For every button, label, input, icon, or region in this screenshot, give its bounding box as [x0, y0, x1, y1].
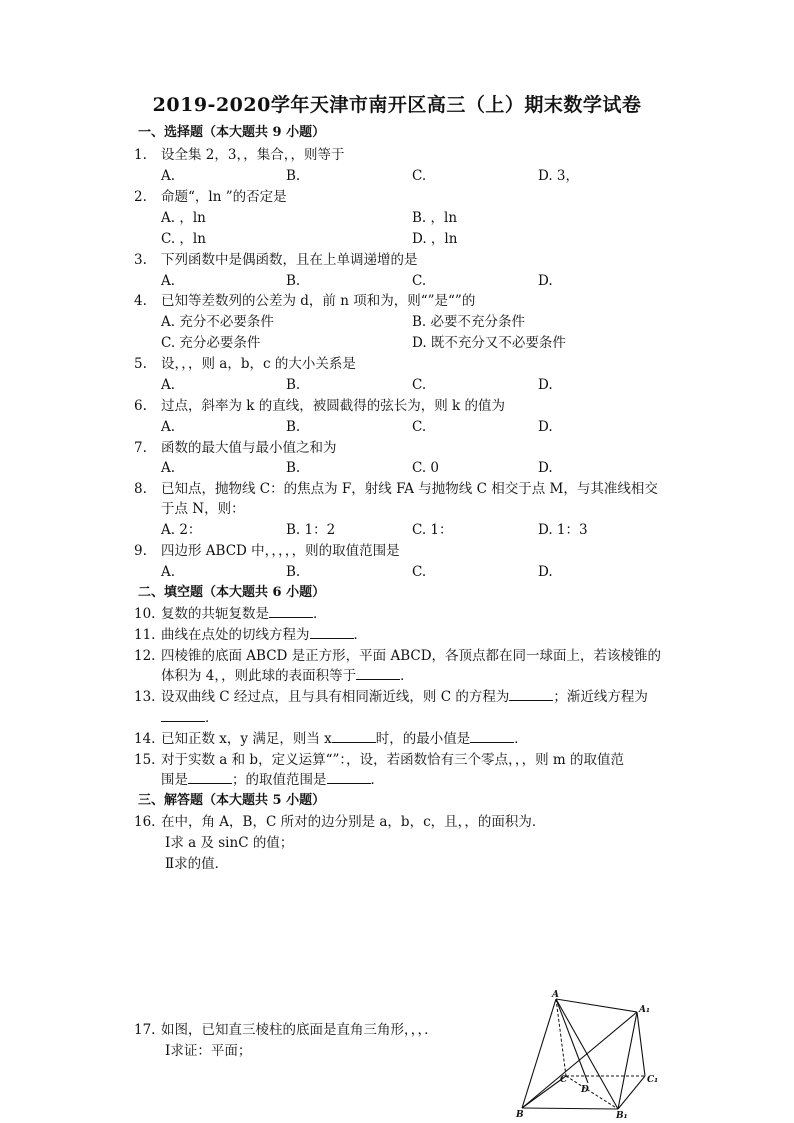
question-stem: 围是: [161, 772, 188, 788]
option-b: B.: [286, 460, 301, 476]
answer-blank: [310, 626, 354, 639]
question-end: ．: [514, 731, 528, 747]
question-end: ．: [313, 606, 327, 622]
option-c: C. 0: [412, 460, 440, 476]
answer-blank: [269, 605, 313, 618]
question-text: 四边形 ABCD 中，，，，，则的取值范围是: [161, 543, 400, 559]
option-a: A. ，ln: [161, 210, 206, 226]
question-text: [161, 605, 327, 623]
edge-b1-c1: [618, 1076, 645, 1109]
question-text: 下列函数中是偶函数，且在上单调递增的是: [161, 252, 418, 268]
question-text-cont: [161, 709, 219, 727]
question-text: 对于实数 a 和 b，定义运算“”：，设，若函数恰有三个零点，，，则 m 的取值范: [161, 752, 625, 768]
question-text: 设全集 2，3，，集合，，则等于: [161, 147, 345, 163]
question-end: ．: [353, 627, 367, 643]
question-number: 8.: [134, 481, 147, 497]
answer-blank: [356, 667, 400, 680]
label-b: B: [516, 1110, 524, 1120]
option-c: C.: [412, 377, 427, 393]
option-b: B.: [286, 564, 301, 580]
question-number: 17.: [134, 1022, 156, 1038]
option-b: B.: [286, 377, 301, 393]
option-a: A.: [161, 377, 176, 393]
exam-title: 2019-2020学年天津市南开区高三（上）期末数学试卷: [152, 94, 642, 116]
option-d: D. 既不充分又不必要条件: [412, 335, 566, 351]
option-b: B.: [286, 419, 301, 435]
option-a: A.: [161, 460, 176, 476]
label-a1: A₁: [639, 1005, 650, 1015]
option-a: A. 2：: [161, 522, 202, 538]
question-text: [161, 730, 528, 748]
question-text: 四棱锥的底面 ABCD 是正方形，平面 ABCD，各顶点都在同一球面上，若该棱锥的: [161, 648, 662, 664]
option-b: B. 必要不充分条件: [412, 314, 526, 330]
answer-blank: [470, 730, 514, 743]
sub-question-1: Ⅰ求证：平面；: [165, 1043, 252, 1059]
option-a: A.: [161, 273, 176, 289]
question-text-cont: [161, 771, 384, 789]
question-number: 16.: [134, 814, 156, 830]
question-text: 已知点，抛物线 C：的焦点为 F，射线 FA 与抛物线 C 相交于点 M，与其准线相交: [161, 481, 658, 497]
question-text: 设，，，则 a，b，c 的大小关系是: [161, 356, 356, 372]
hidden-edge-a-c: [556, 999, 566, 1076]
answer-blank: [188, 771, 232, 784]
question-number: 1.: [134, 147, 147, 163]
option-d: D. 1：3: [538, 522, 588, 538]
question-text: [161, 626, 367, 644]
edge-b-b1: [522, 1108, 618, 1109]
label-d: D: [581, 1085, 589, 1095]
question-mid: 时，的最小值是: [375, 731, 471, 747]
option-c: C.: [412, 419, 427, 435]
option-d: D. ，ln: [412, 231, 458, 247]
question-stem: 曲线在点处的切线方程为: [161, 627, 310, 643]
question-end: ．: [370, 772, 384, 788]
question-number: 15.: [134, 752, 156, 768]
question-number: 2.: [134, 189, 147, 205]
question-number: 3.: [134, 252, 147, 268]
question-stem: 设双曲线 C 经过点，且与具有相同渐近线，则 C 的方程为: [161, 689, 510, 705]
label-c1: C₁: [647, 1075, 659, 1085]
answer-blank: [332, 730, 376, 743]
option-d: D.: [538, 460, 553, 476]
question-text-cont: [161, 667, 414, 685]
question-text: 命题“，ln ”的否定是: [161, 189, 287, 205]
question-number: 13.: [134, 689, 156, 705]
prism-figure: [512, 990, 662, 1120]
section-multiple-choice: 一、选择题（本大题共 9 小题）: [138, 125, 326, 140]
question-stem: 已知正数 x，y 满足，则当 x: [161, 731, 332, 747]
option-a: A.: [161, 419, 176, 435]
option-b: B.: [286, 273, 301, 289]
question-stem: 体积为 4，，则此球的表面积等于: [161, 668, 357, 684]
label-b1: B₁: [616, 1111, 628, 1120]
hidden-edge-c-b1: [566, 1076, 618, 1109]
option-b: B. 1：2: [286, 522, 336, 538]
section-solutions: 三、解答题（本大题共 5 小题）: [138, 793, 326, 808]
option-a: A. 充分不必要条件: [161, 314, 274, 330]
sub-question-1: Ⅰ求 a 及 sinC 的值；: [165, 835, 294, 851]
question-text: 如图，已知直三棱柱的底面是直角三角形，，，．: [161, 1022, 438, 1038]
option-d: D.: [538, 419, 553, 435]
question-text: 在中，角 A，B，C 所对的边分别是 a，b，c，且，，的面积为．: [161, 814, 546, 830]
question-end: ．: [205, 710, 219, 726]
question-number: 9.: [134, 543, 147, 559]
question-text: 函数的最大值与最小值之和为: [161, 440, 337, 456]
option-c: C.: [412, 168, 427, 184]
answer-blank: [509, 688, 553, 701]
sub-question-2: Ⅱ求的值．: [165, 856, 229, 872]
question-mid: ；的取值范围是: [232, 772, 327, 788]
option-d: D.: [538, 377, 553, 393]
edge-a1-b1: [618, 1012, 637, 1109]
option-c: C.: [412, 273, 427, 289]
question-text: 过点，斜率为 k 的直线，被圆截得的弦长为，则 k 的值为: [161, 398, 506, 414]
option-b: B.: [286, 168, 301, 184]
question-number: 6.: [134, 398, 147, 414]
question-text: [161, 688, 648, 706]
option-d: D. 3，: [538, 168, 580, 184]
option-a: A.: [161, 168, 176, 184]
section-fill-in: 二、填空题（本大题共 6 小题）: [138, 585, 326, 600]
question-number: 4.: [134, 293, 147, 309]
question-number: 12.: [134, 648, 156, 664]
question-text-cont: 于点 N，则：: [161, 501, 245, 517]
option-d: D.: [538, 273, 553, 289]
option-c: C. 充分必要条件: [161, 335, 261, 351]
answer-blank: [327, 771, 371, 784]
question-number: 11.: [134, 627, 156, 643]
option-c: C. ，ln: [161, 231, 206, 247]
edge-a-a1: [556, 999, 637, 1012]
question-number: 14.: [134, 731, 156, 747]
edge-a1-c1: [637, 1012, 645, 1076]
option-b: B. ，ln: [412, 210, 458, 226]
question-mid: ；渐近线方程为: [553, 689, 648, 705]
question-number: 10.: [134, 606, 156, 622]
option-c: C. 1：: [412, 522, 453, 538]
option-d: D.: [538, 564, 553, 580]
label-c: C: [560, 1075, 568, 1085]
label-a: A: [552, 990, 559, 1000]
answer-blank: [161, 709, 205, 722]
option-a: A.: [161, 564, 176, 580]
question-end: ．: [400, 668, 414, 684]
question-number: 5.: [134, 356, 147, 372]
question-stem: 复数的共轭复数是: [161, 606, 269, 622]
question-number: 7.: [134, 440, 147, 456]
question-text: 已知等差数列的公差为 d，前 n 项和为，则“”是“”的: [161, 293, 476, 309]
edge-a-b: [522, 999, 556, 1108]
option-c: C.: [412, 564, 427, 580]
edge-a-d: [556, 999, 588, 1083]
